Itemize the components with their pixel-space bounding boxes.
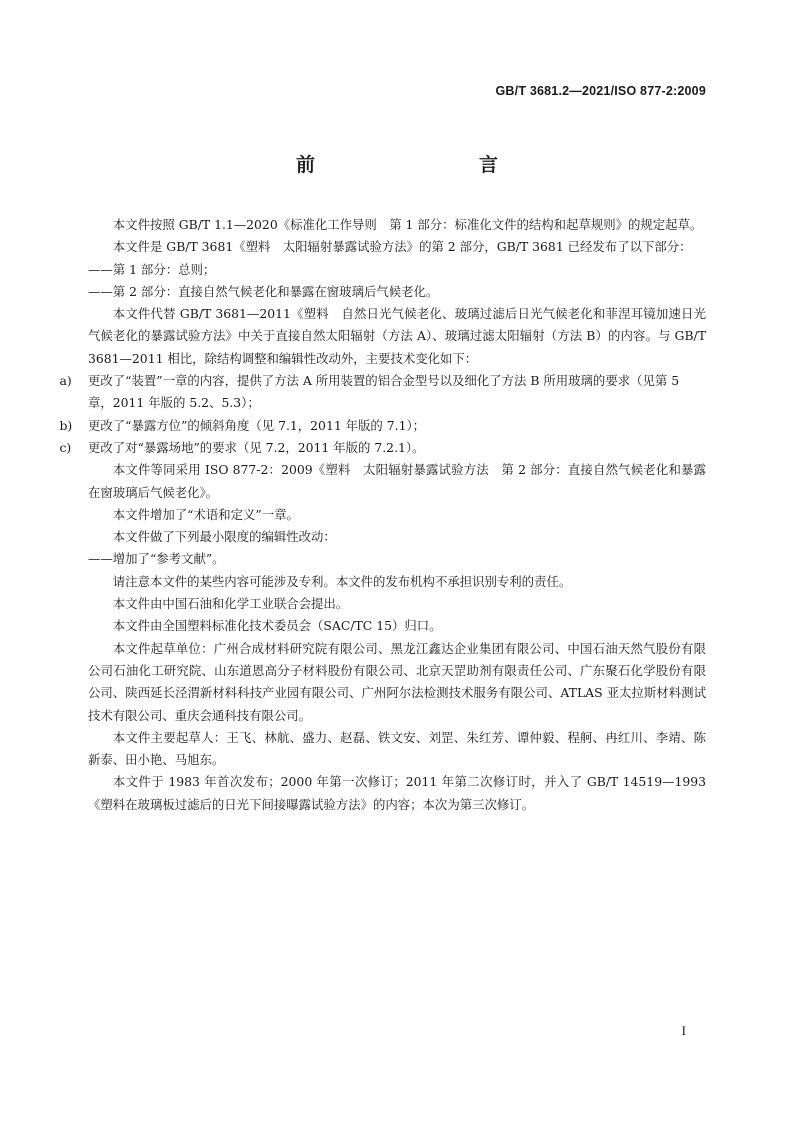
section-title-foreword: 前 言 [295,154,540,176]
change-item-c [59,437,706,459]
change-item-a [59,370,706,415]
change-text: 更改了“暴露方位”的倾斜角度（见 7.1，2011 年版的 7.1）； [88,417,426,433]
change-text: 更改了对“暴露场地”的要求（见 7.2，2011 年版的 7.2.1）。 [88,439,425,455]
paragraph-committee: 本文件由全国塑料标准化技术委员会（SAC/TC 15）归口。 [112,618,442,634]
paragraph-proposed-by: 本文件由中国石油和化学工业联合会提出。 [112,596,349,612]
change-marker: c) [59,439,72,455]
paragraph-history: 本文件于 1983 年首次发布；2000 年第一次修订；2011 年第二次修订时，并入了 GB/T 14519—1993《塑料在玻璃板过滤后的日光下间接曝露试验方法》的内容；本次为第三次修订。 [88,774,706,812]
list-item-part-2: ——第 2 部分：直接自然气候老化和暴露在窗玻璃后气候老化。 [88,283,439,299]
change-item-b [59,415,706,437]
paragraph-drafting-rules: 本文件按照 GB/T 1.1—2020《标准化工作导则 第 1 部分：标准化文件的结构和起草规则》的规定起草。 [112,217,703,232]
paragraph-patent-notice: 请注意本文件的某些内容可能涉及专利。本文件的发布机构不承担识别专利的责任。 [112,573,572,589]
paragraph-drafting-units: 本文件起草单位：广州合成材料研究院有限公司、黑龙江鑫达企业集团有限公司、中国石油天然气股份有限公司石油化工研究院、山东道恩高分子材料股份有限公司、北京天罡助剂有限责任公司、广东聚石化学股份有限公司、陕西延长泾渭新材料科技产业园有限公司、广州阿尔法检测技术服务有限公司、ATLAS 亚太拉斯材料测试技术有限公司、重庆会通科技有限公司。 [88,640,706,723]
paragraph-drafters: 本文件主要起草人：王飞、林航、盛力、赵磊、铁文安、刘罡、朱红芳、谭仲毅、程舸、冉红川、李靖、陈新泰、田小艳、马旭东。 [88,729,706,768]
change-marker: a) [59,373,72,389]
standard-number-header: GB/T 3681.2—2021/ISO 877-2:2009 [495,84,706,98]
paragraph-added-chapter: 本文件增加了“术语和定义”一章。 [112,506,299,522]
paragraph-editorial-changes: 本文件做了下列最小限度的编辑性改动： [112,529,336,545]
page-number: I [681,1023,686,1038]
list-item-part-1: ——第 1 部分：总则； [88,261,216,277]
change-marker: b) [59,417,73,433]
change-text: 更改了“装置”一章的内容，提供了方法 A 所用装置的铝合金型号以及细化了方法 B 所用玻璃的要求（见第 5 章，2011 年版的 5.2、5.3）； [88,373,680,411]
foreword-body [59,214,706,816]
paragraph-adoption: 本文件等同采用 ISO 877-2：2009《塑料 太阳辐射暴露试验方法 第 2 部分：直接自然气候老化和暴露在窗玻璃后气候老化》。 [88,462,706,500]
paragraph-replaces: 本文件代替 GB/T 3681—2011《塑料 自然日光气候老化、玻璃过滤后日光气候老化和菲涅耳镜加速日光气候老化的暴露试验方法》中关于直接自然太阳辐射（方法 A）、玻璃过滤太阳辐射（方法 B）的内容。与 GB/T 3681—2011 相比，除结构调整和编辑性改动外，主要技术变化如下： [88,306,706,366]
paragraph-series-parts: 本文件是 GB/T 3681《塑料 太阳辐射暴露试验方法》的第 2 部分，GB/T 3681 已经发布了以下部分： [112,239,692,255]
list-item-bibliography: ——增加了“参考文献”。 [88,551,225,567]
